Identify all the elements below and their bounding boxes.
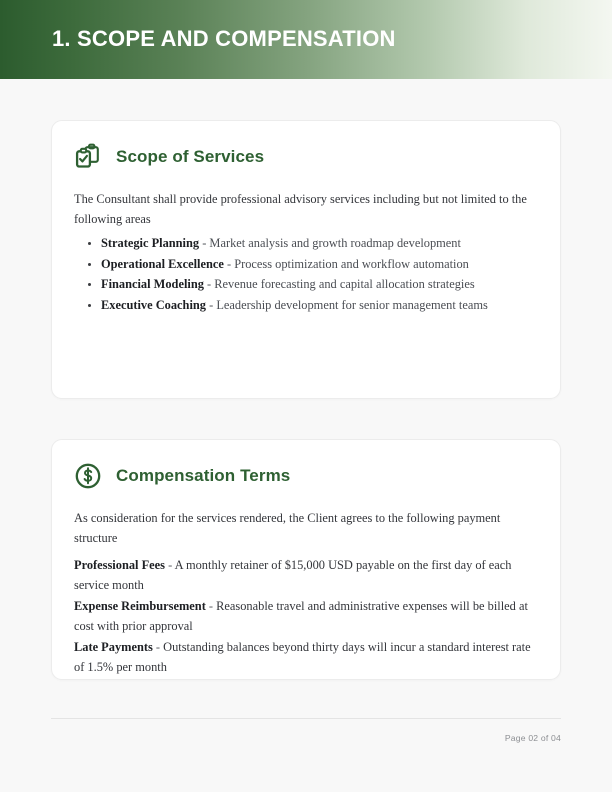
card-header-compensation [74,462,290,490]
list-item-description: Revenue forecasting and capital allocation strategies [214,277,475,292]
list-item [101,295,542,316]
compensation-term-paragraph [74,555,542,595]
list-item-term: Operational Excellence [101,256,224,271]
term-label: Late Payments [74,640,153,654]
compensation-term-paragraph [74,596,542,636]
clipboard-check-icon [74,143,102,171]
dollar-circle-icon [74,462,102,490]
page-title: 1. SCOPE AND COMPENSATION [52,26,396,51]
footer-page-number: Page 02 of 04 [504,733,561,743]
term-separator: - [164,558,175,572]
list-item-separator: - [223,256,235,271]
term-separator: - [152,640,164,654]
card-header-scope [74,143,264,171]
card-title-compensation: Compensation Terms [116,466,291,485]
compensation-terms-list [74,555,542,677]
footer-divider [51,718,561,719]
term-label: Expense Reimbursement [74,599,206,613]
card-content-scope [74,189,542,315]
page-body [0,79,612,792]
section-header-banner [0,0,612,79]
card-compensation-terms [51,439,561,680]
list-item-separator: - [203,277,215,292]
term-label: Professional Fees [74,558,165,572]
list-item-description: Leadership development for senior management teams [216,297,488,312]
scope-services-list [74,233,542,315]
list-item-term: Executive Coaching [101,297,206,312]
card-scope-of-services [51,120,561,399]
list-item [101,274,542,295]
list-item-separator: - [199,236,210,250]
scope-intro-paragraph: The Consultant shall provide professional advisory services including but not limited to the following areas [74,192,527,226]
compensation-term-paragraph [74,637,542,677]
card-title-scope: Scope of Services [116,147,265,166]
list-item-description: Process optimization and workflow automation [234,256,469,271]
term-separator: - [205,599,217,613]
compensation-intro-paragraph: As consideration for the services rendered, the Client agrees to the following payment structure [74,511,501,545]
term-description: A monthly retainer of $15,000 USD payable on the first day of each service month [74,558,512,592]
term-description: Outstanding balances beyond thirty days will incur a standard interest rate of 1.5% per month [74,640,531,674]
list-item [101,233,542,254]
list-item [101,254,542,275]
term-description: Reasonable travel and administrative expenses will be billed at cost with prior approval [74,599,528,633]
card-content-compensation [74,508,542,678]
list-item-separator: - [205,297,217,312]
list-item-term: Financial Modeling [101,277,204,292]
list-item-description: Market analysis and growth roadmap development [209,236,461,250]
list-item-term: Strategic Planning [101,236,200,250]
